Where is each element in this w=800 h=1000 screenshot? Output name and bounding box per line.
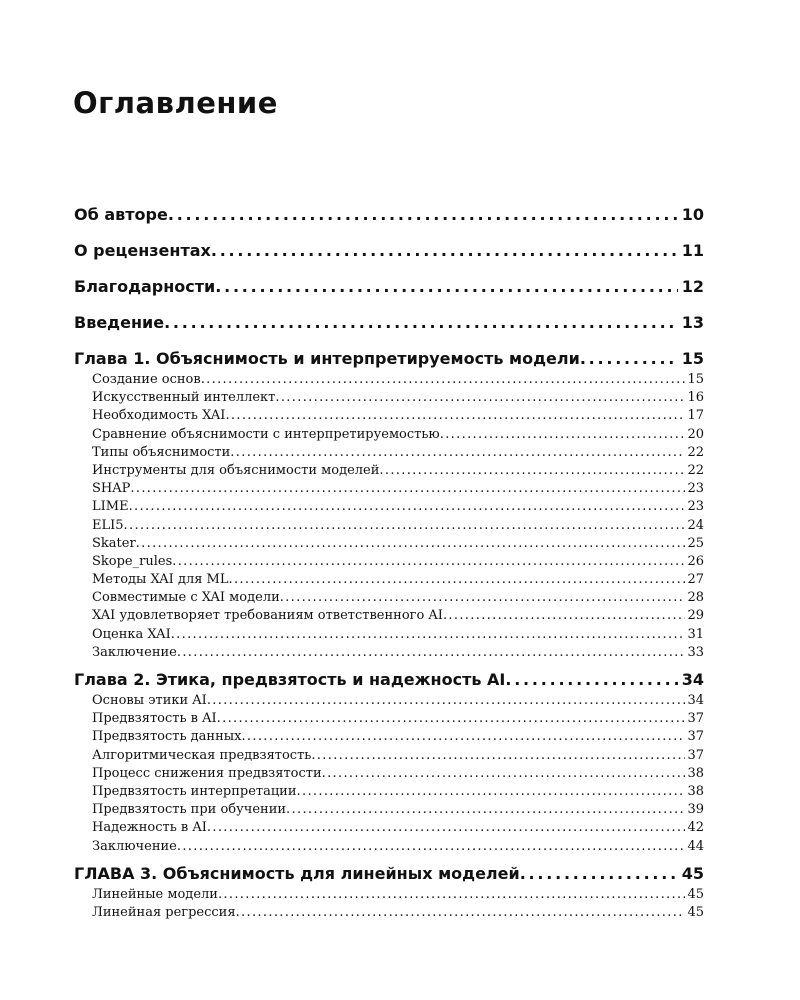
toc-entry-title: Заключение — [92, 644, 177, 660]
toc-page-number: 38 — [687, 765, 704, 781]
toc-entry-title: Методы XAI для ML — [92, 572, 229, 588]
toc-entry-title: О рецензентах — [74, 241, 211, 260]
toc-page-number: 39 — [687, 802, 704, 818]
toc-subsection-entry — [74, 444, 704, 462]
toc-subsection-entry — [74, 535, 704, 553]
toc-entry-title: XAI удовлетворяет требованиям ответственного AI — [92, 608, 443, 624]
toc-page-number: 33 — [687, 644, 704, 660]
toc-subsection-entry — [74, 904, 704, 922]
toc-subsection-entry — [74, 426, 704, 444]
toc-entry-title: Типы объяснимости — [92, 444, 231, 460]
toc-section-entry — [74, 277, 704, 296]
dot-leader — [218, 886, 686, 904]
toc-subsection-entry — [74, 747, 704, 765]
toc-entry-title: Глава 1. Объяснимость и интерпретируемость модели — [74, 349, 580, 368]
toc-page-number: 37 — [687, 747, 704, 763]
toc-chapter-entry — [74, 349, 704, 368]
toc-page-number: 45 — [687, 886, 704, 902]
toc-entry-title: SHAP — [92, 481, 131, 497]
toc-subsection-entry — [74, 589, 704, 607]
dot-leader — [217, 710, 686, 728]
toc-page-number: 16 — [687, 390, 704, 406]
toc-subsection-entry — [74, 517, 704, 535]
toc-page-number: 44 — [687, 838, 704, 854]
toc-subsection-entry — [74, 553, 704, 571]
toc-subsection-entry — [74, 886, 704, 904]
toc-page-number: 25 — [687, 535, 704, 551]
dot-leader — [286, 801, 685, 819]
dot-leader — [440, 426, 686, 444]
toc-subsection-entry — [74, 644, 704, 662]
toc-page-number: 37 — [687, 729, 704, 745]
dot-leader — [225, 407, 685, 425]
dot-leader — [215, 277, 677, 296]
dot-leader — [311, 747, 685, 765]
toc-subsection-entry — [74, 626, 704, 644]
toc-entry-title: Введение — [74, 313, 165, 332]
toc-chapter-entry — [74, 864, 704, 883]
toc-subsection-entry — [74, 710, 704, 728]
toc-entry-title: Предвзятость данных — [92, 729, 242, 745]
dot-leader — [230, 444, 685, 462]
dot-leader — [229, 571, 686, 589]
toc-entry-title: Предвзятость при обучении — [92, 802, 287, 818]
toc-subsection-entry — [74, 498, 704, 516]
toc-entry-title: Сравнение объяснимости с интерпретируемостью — [92, 426, 440, 442]
dot-leader — [124, 517, 686, 535]
toc-section-entry — [74, 241, 704, 260]
toc-subsection-entry — [74, 728, 704, 746]
toc-entry-title: Благодарности — [74, 277, 216, 296]
toc-entry-title: ГЛАВА 3. Объяснимость для линейных моделей — [74, 863, 520, 883]
toc-subsection-entry — [74, 389, 704, 407]
toc-page-number: 22 — [687, 444, 704, 460]
toc-page-number: 45 — [681, 863, 704, 883]
dot-leader — [236, 904, 686, 922]
toc-subsection-entry — [74, 765, 704, 783]
toc-entry-title: Основы этики AI — [92, 693, 207, 708]
toc-entry-title: Предвзятость интерпретации — [92, 783, 297, 799]
dot-leader — [580, 349, 678, 368]
toc-page-number: 23 — [687, 499, 704, 515]
toc-page-number: 38 — [687, 783, 704, 799]
toc-subsection-entry — [74, 692, 704, 710]
dot-leader — [241, 728, 685, 746]
toc-entry-title: Создание основ — [92, 372, 201, 387]
toc-page-number: 45 — [687, 904, 704, 920]
dot-leader — [172, 553, 685, 571]
toc-page-number: 12 — [681, 277, 704, 296]
dot-leader — [379, 462, 685, 480]
toc-entry-title: Надежность в AI — [92, 820, 207, 836]
dot-leader — [201, 371, 686, 389]
dot-leader — [177, 644, 686, 662]
toc-entry-title: Предвзятость в AI — [92, 711, 217, 727]
toc-entry-title: Оценка XAI — [92, 626, 171, 642]
toc-entry-title: Процесс снижения предвзятости — [92, 765, 322, 781]
toc-page-number: 42 — [687, 820, 704, 836]
toc-page-number: 23 — [687, 481, 704, 497]
toc-subsection-entry — [74, 801, 704, 819]
toc-page-number: 31 — [687, 626, 704, 642]
toc-page-number: 13 — [681, 313, 704, 332]
toc-entry-title: Заключение — [92, 838, 177, 854]
dot-leader — [505, 670, 677, 689]
dot-leader — [129, 498, 686, 516]
dot-leader — [297, 783, 686, 801]
toc-page-number: 22 — [687, 462, 704, 478]
dot-leader — [275, 389, 685, 407]
toc-page-number: 27 — [687, 572, 704, 588]
toc-subsection-entry — [74, 371, 704, 389]
dot-leader — [280, 589, 686, 607]
toc-page-number: 37 — [687, 711, 704, 727]
dot-leader — [171, 626, 686, 644]
dot-leader — [322, 765, 686, 783]
toc-page-number: 17 — [687, 408, 704, 424]
toc-entry-title: Skope_rules — [92, 553, 173, 569]
toc-entry-title: ELI5 — [92, 517, 124, 533]
dot-leader — [211, 241, 678, 260]
page-title: Оглавление — [73, 86, 278, 120]
toc-entry-title: Совместимые с XAI модели — [92, 590, 280, 606]
dot-leader — [443, 607, 686, 625]
toc-chapter-entry — [74, 670, 704, 689]
dot-leader — [207, 692, 686, 710]
toc-section-entry — [74, 313, 704, 332]
toc-subsection-entry — [74, 462, 704, 480]
toc-entry-title: Об авторе — [74, 205, 168, 224]
toc-entry-title: Инструменты для объяснимости моделей — [92, 462, 380, 478]
toc-page-number: 26 — [687, 553, 704, 569]
dot-leader — [207, 819, 686, 837]
toc-entry-title: Искусственный интеллект — [92, 390, 276, 406]
toc-entry-title: Глава 2. Этика, предвзятость и надежность AI — [74, 670, 506, 689]
toc-page-number: 34 — [687, 693, 704, 708]
toc-entry-title: Skater — [92, 535, 136, 551]
toc-page-number: 10 — [681, 205, 704, 224]
dot-leader — [177, 838, 686, 856]
toc-page-number: 15 — [681, 349, 704, 368]
toc-subsection-entry — [74, 407, 704, 425]
toc-entry-title: Линейные модели — [92, 886, 218, 902]
dot-leader — [168, 205, 678, 224]
toc-subsection-entry — [74, 838, 704, 856]
toc-subsection-entry — [74, 783, 704, 801]
dot-leader — [164, 313, 678, 332]
toc-page-number: 28 — [687, 590, 704, 606]
toc-page-number: 15 — [687, 372, 704, 387]
toc-page-number: 24 — [687, 517, 704, 533]
toc-entry-title: Алгоритмическая предвзятость — [92, 747, 312, 763]
toc-subsection-entry — [74, 819, 704, 837]
toc-entry-title: LIME — [92, 499, 129, 515]
toc-subsection-entry — [74, 480, 704, 498]
toc-section-entry — [74, 205, 704, 224]
toc-page-number: 29 — [687, 608, 704, 624]
toc-entry-title: Линейная регрессия — [92, 904, 236, 920]
toc-page-number: 20 — [687, 426, 704, 442]
dot-leader — [520, 864, 678, 883]
toc-page-number: 34 — [681, 670, 704, 689]
toc-page-number: 11 — [681, 241, 704, 260]
table-of-contents — [74, 205, 704, 922]
dot-leader — [136, 535, 686, 553]
toc-subsection-entry — [74, 607, 704, 625]
dot-leader — [130, 480, 685, 498]
toc-entry-title: Необходимость XAI — [92, 408, 226, 424]
toc-subsection-entry — [74, 571, 704, 589]
